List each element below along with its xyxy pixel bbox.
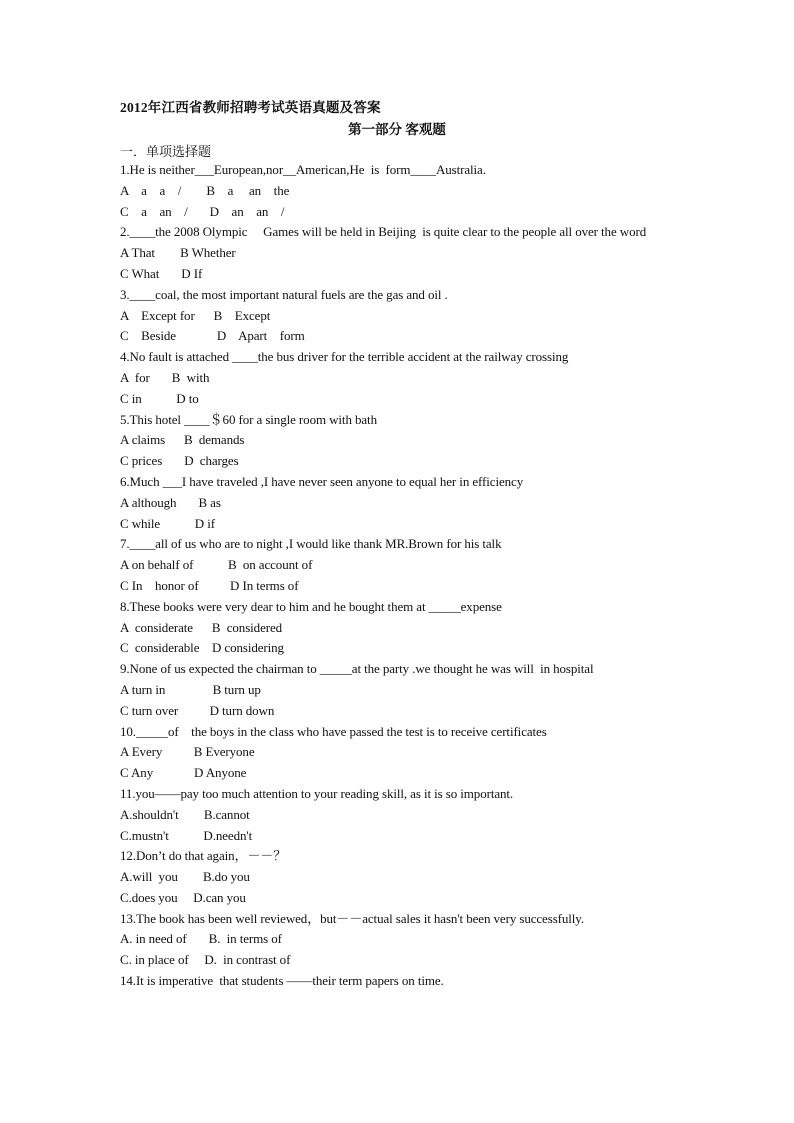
question-7-stem: 7.____all of us who are to night ,I would like thank MR.Brown for his talk bbox=[120, 536, 502, 552]
question-13-options-ab: A. in need of B. in terms of bbox=[120, 931, 282, 947]
document-subtitle: 第一部分 客观题 bbox=[348, 122, 446, 137]
question-13-stem: 13.The book has been well reviewed，but－－actual sales it hasn't been very successfully. bbox=[120, 910, 585, 926]
question-4-options-cd: C in D to bbox=[120, 390, 199, 406]
question-1-stem: 1.He is neither___European,nor__American,He is form____Australia. bbox=[120, 162, 486, 177]
question-4-options-ab: A for B with bbox=[120, 369, 210, 385]
question-11-options-ab: A.shouldn't B.cannot bbox=[120, 806, 250, 822]
question-12-options-ab: A.will you B.do you bbox=[120, 869, 250, 885]
question-2-options-cd: C What D If bbox=[120, 265, 203, 281]
question-10-stem: 10._____of the boys in the class who have passed the test is to receive certificates bbox=[120, 723, 547, 739]
question-3-options-cd: C Beside D Apart form bbox=[120, 328, 305, 344]
question-2-stem: 2.____the 2008 Olympic Games will be held in Beijing is quite clear to the people all over the word bbox=[120, 224, 647, 240]
question-2-options-ab: A That B Whether bbox=[120, 245, 236, 261]
question-5-stem: 5.This hotel ____＄60 for a single room with bath bbox=[120, 411, 377, 427]
question-9-options-cd: C turn over D turn down bbox=[120, 702, 275, 718]
question-10-options-ab: A Every B Everyone bbox=[120, 744, 255, 760]
question-11-stem: 11.you——pay too much attention to your reading skill, as it is so important. bbox=[120, 785, 514, 801]
question-6-stem: 6.Much ___I have traveled ,I have never seen anyone to equal her in efficiency bbox=[120, 473, 524, 489]
question-3-options-ab: A Except for B Except bbox=[120, 307, 271, 323]
question-3-stem: 3.____coal, the most important natural fuels are the gas and oil . bbox=[120, 286, 448, 302]
document-title: 2012年江西省教师招聘考试英语真题及答案 bbox=[120, 100, 381, 115]
section-heading: 一．单项选择题 bbox=[120, 144, 212, 159]
question-5-options-ab: A claims B demands bbox=[120, 432, 245, 448]
question-8-stem: 8.These books were very dear to him and he bought them at _____expense bbox=[120, 598, 502, 614]
question-6-options-cd: C while D if bbox=[120, 515, 215, 531]
question-8-options-ab: A considerate B considered bbox=[120, 619, 283, 635]
question-12-stem: 12.Don’t do that again，－－？ bbox=[120, 848, 287, 864]
question-list bbox=[120, 160, 680, 992]
question-7-options-cd: C In honor of D In terms of bbox=[120, 577, 299, 593]
question-11-options-cd: C.mustn't D.needn't bbox=[120, 827, 253, 843]
question-4-stem: 4.No fault is attached ____the bus driver for the terrible accident at the railway crossing bbox=[120, 349, 569, 365]
question-5-options-cd: C prices D charges bbox=[120, 453, 239, 469]
question-6-options-ab: A although B as bbox=[120, 494, 221, 510]
question-9-options-ab: A turn in B turn up bbox=[120, 681, 261, 697]
question-9-stem: 9.None of us expected the chairman to _____at the party .we thought he was will in hospital bbox=[120, 661, 594, 677]
question-1-options-cd: C a an / D an an / bbox=[120, 203, 285, 219]
question-12-options-cd: C.does you D.can you bbox=[120, 889, 246, 905]
question-8-options-cd: C considerable D considering bbox=[120, 640, 284, 656]
question-13-options-cd: C. in place of D. in contrast of bbox=[120, 952, 291, 968]
question-7-options-ab: A on behalf of B on account of bbox=[120, 557, 313, 573]
question-14-stem: 14.It is imperative that students ——their term papers on time. bbox=[120, 973, 444, 989]
question-1-options-ab: A a a / B a an the bbox=[120, 182, 290, 198]
question-10-options-cd: C Any D Anyone bbox=[120, 765, 247, 781]
